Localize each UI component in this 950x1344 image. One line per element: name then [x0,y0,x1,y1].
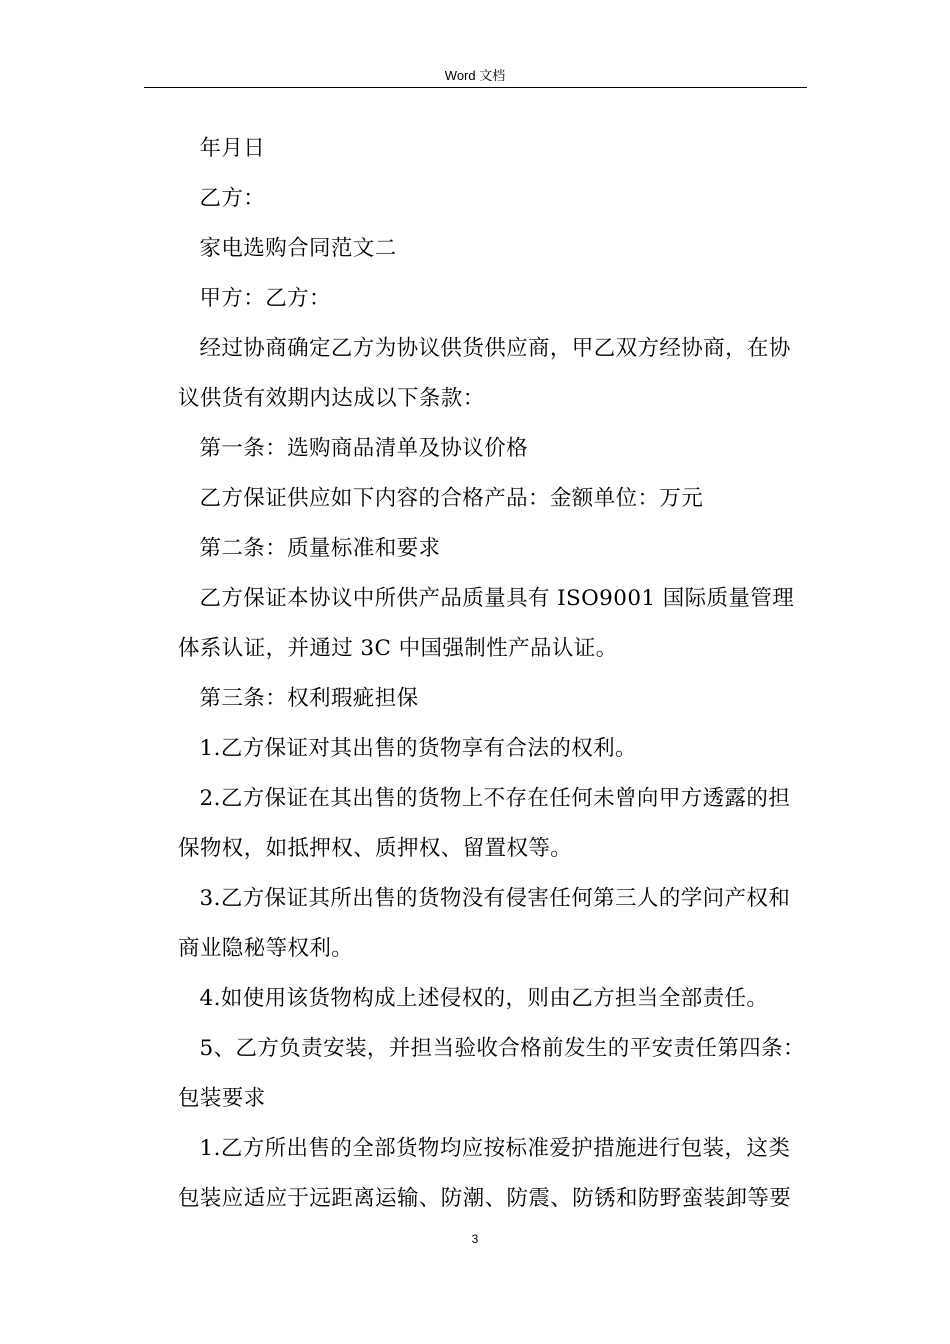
paragraph-date: 年月日 [199,136,266,161]
paragraph-article-1-body: 乙方保证供应如下内容的合格产品：金额单位：万元 [199,486,704,511]
paragraph-article-1: 第一条：选购商品清单及协议价格 [199,436,529,461]
paragraph-party-b: 乙方： [199,186,266,211]
header-divider [144,87,807,88]
paragraph-contract-title: 家电选购合同范文二 [199,236,397,261]
paragraph-item-2: 2.乙方保证在其出售的货物上不存在任何未曾向甲方透露的担保物权，如抵押权、质押权、留置权等。 [178,786,791,861]
paragraph-article-2-body: 乙方保证本协议中所供产品质量具有 ISO9001 国际质量管理体系认证，并通过 3C 中国强制性产品认证。 [178,586,795,661]
paragraph-article-2: 第二条：质量标准和要求 [199,536,441,561]
paragraph-item-3: 3.乙方保证其所出售的货物没有侵害任何第三人的学问产权和商业隐秘等权利。 [178,886,791,961]
paragraph-article-3: 第三条：权利瑕疵担保 [199,686,419,711]
paragraph-item-5: 5、乙方负责安装，并担当验收合格前发生的平安责任第四条：包装要求 [178,1036,805,1111]
paragraph-parties: 甲方：乙方： [199,286,331,311]
page-number: 3 [471,1232,479,1246]
document-body [178,124,808,1224]
page-header: Word 文档 [444,68,506,83]
paragraph-packaging-1: 1.乙方所出售的全部货物均应按标准爱护措施进行包装，这类包装应适应于远距离运输、防潮、防震、防锈和防野蛮装卸等要 [178,1136,792,1211]
paragraph-item-4: 4.如使用该货物构成上述侵权的，则由乙方担当全部责任。 [199,986,769,1011]
paragraph-item-1: 1.乙方保证对其出售的货物享有合法的权利。 [199,736,637,761]
paragraph-preamble: 经过协商确定乙方为协议供货供应商，甲乙双方经协商，在协议供货有效期内达成以下条款： [178,336,791,411]
